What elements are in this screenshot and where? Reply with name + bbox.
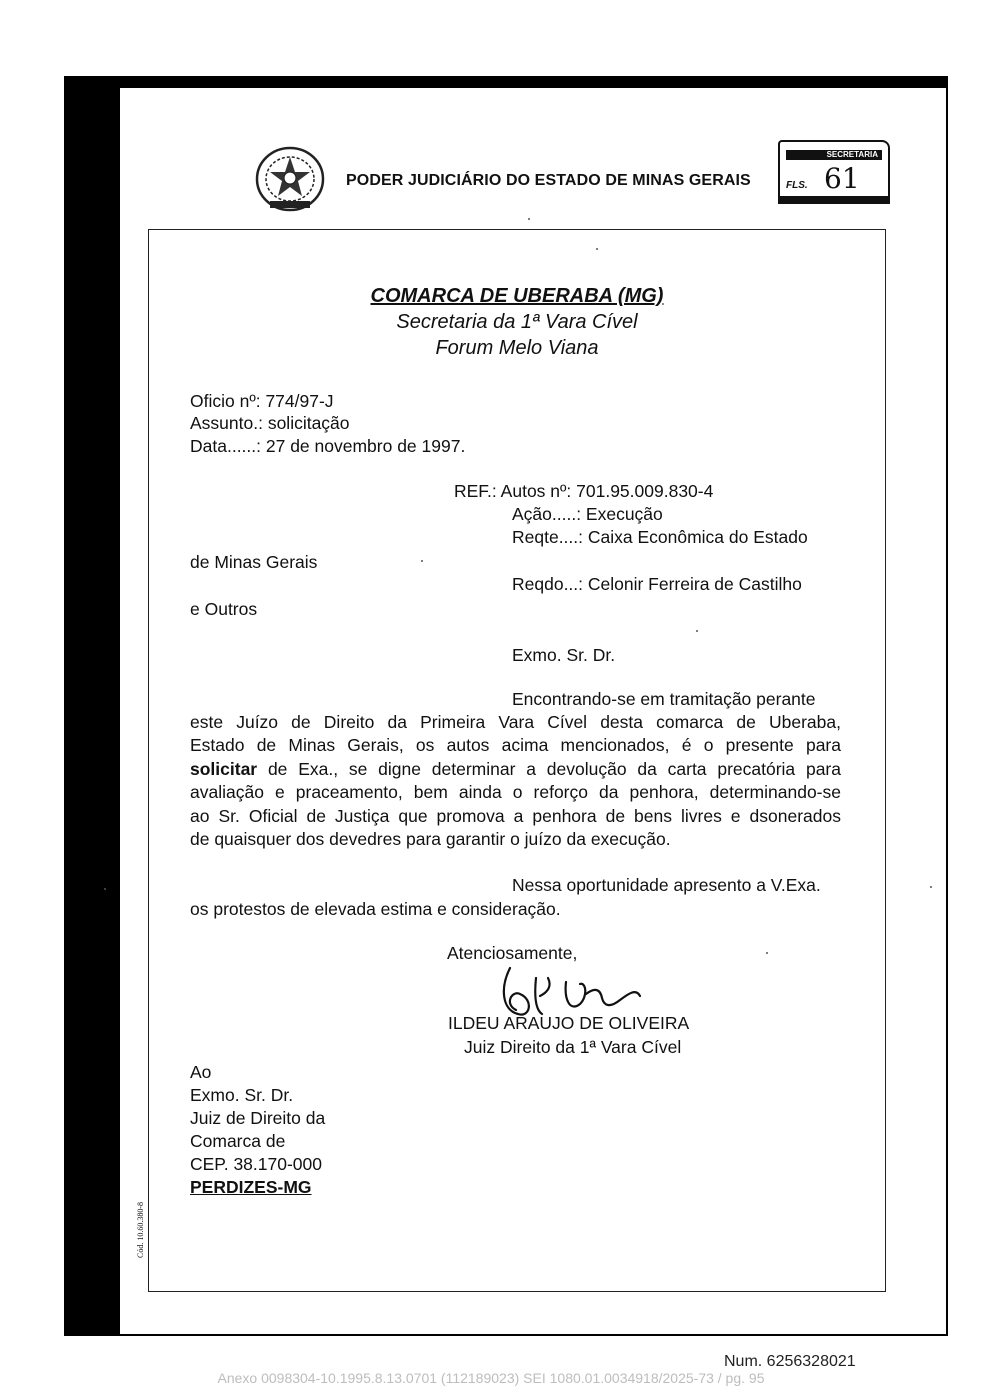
body-paragraph xyxy=(190,711,841,851)
scan-speck xyxy=(528,218,530,220)
signer-title: Juiz Direito da 1ª Vara Cível xyxy=(464,1037,682,1057)
stamp-underline xyxy=(780,196,888,202)
stamp-fls-label: FLS. xyxy=(786,180,808,191)
scan-speck xyxy=(696,630,698,632)
oficio-number: Oficio nº: 774/97-J xyxy=(190,391,334,411)
scan-speck xyxy=(930,886,932,888)
closing-line-1: Nessa oportunidade apresento a V.Exa. xyxy=(512,875,821,895)
body-line-3: Estado de Minas Gerais, os autos acima mencionados, é o presente para xyxy=(190,735,841,756)
addressee-line-2: Exmo. Sr. Dr. xyxy=(190,1085,294,1105)
closing-line-2: os protestos de elevada estima e consideração. xyxy=(190,899,561,919)
scan-speck xyxy=(596,248,598,250)
body-line-6: ao Sr. Oficial de Justiça que promova a penhora de bens livres e dsonerados xyxy=(190,805,841,826)
reqte-continuation: de Minas Gerais xyxy=(190,552,318,572)
body-line-4 xyxy=(190,758,841,781)
institution-header: PODER JUDICIÁRIO DO ESTADO DE MINAS GERAIS xyxy=(346,172,751,189)
coat-of-arms-seal xyxy=(254,145,326,215)
ref-autos: REF.: Autos nº: 701.95.009.830-4 xyxy=(454,481,714,501)
side-form-code: Cód. 10.60.380-8 xyxy=(136,1202,145,1258)
addressee-city: PERDIZES-MG xyxy=(190,1177,312,1197)
addressee-line-1: Ao xyxy=(190,1062,212,1082)
document-number: Num. 6256328021 xyxy=(724,1353,856,1370)
signer-name: ILDEU ARAUJO DE OLIVEIRA xyxy=(448,1013,690,1033)
stamp-label: SECRETARIA xyxy=(786,150,882,160)
comarca-title: COMARCA DE UBERABA (MG) xyxy=(370,285,664,307)
body-bold-word: solicitar xyxy=(190,758,258,779)
addressee-line-4: Comarca de xyxy=(190,1131,286,1151)
salutation: Exmo. Sr. Dr. xyxy=(512,645,616,665)
reqdo-continuation: e Outros xyxy=(190,599,258,619)
forum-line: Forum Melo Viana xyxy=(435,337,599,359)
subject-line: Assunto.: solicitação xyxy=(190,413,350,433)
stamp-page-number: 61 xyxy=(824,162,860,195)
page-number-stamp xyxy=(778,140,890,204)
addressee-cep: CEP. 38.170-000 xyxy=(190,1154,323,1174)
body-line-1: Encontrando-se em tramitação perante xyxy=(512,689,816,709)
body-line-5: avaliação e praceamento, bem ainda o reforço da penhora, determinando-se xyxy=(190,782,841,803)
addressee-line-3: Juiz de Direito da xyxy=(190,1108,326,1128)
scan-speck xyxy=(104,888,106,890)
body-line-2: este Juízo de Direito da Primeira Vara Cível desta comarca de Uberaba, xyxy=(190,712,841,732)
date-line: Data......: 27 de novembro de 1997. xyxy=(190,436,466,456)
acao-line: Ação.....: Execução xyxy=(512,504,663,524)
reqdo-line: Reqdo...: Celonir Ferreira de Castilho xyxy=(512,574,802,594)
body-line-4-text: de Exa., se digne determinar a devolução da carta precatória para xyxy=(267,758,841,779)
reqte-line: Reqte....: Caixa Econômica do Estado xyxy=(512,527,808,547)
scan-speck xyxy=(421,560,423,562)
valediction: Atenciosamente, xyxy=(447,943,578,963)
scan-speck xyxy=(766,952,768,954)
footer-reference: Anexo 0098304-10.1995.8.13.0701 (112189023) SEI 1080.01.0034918/2025-73 / pg. 95 xyxy=(217,1370,765,1386)
secretaria-line: Secretaria da 1ª Vara Cível xyxy=(396,311,638,333)
body-line-7: de quaisquer dos devedres para garantir o juízo da execução. xyxy=(190,829,671,850)
